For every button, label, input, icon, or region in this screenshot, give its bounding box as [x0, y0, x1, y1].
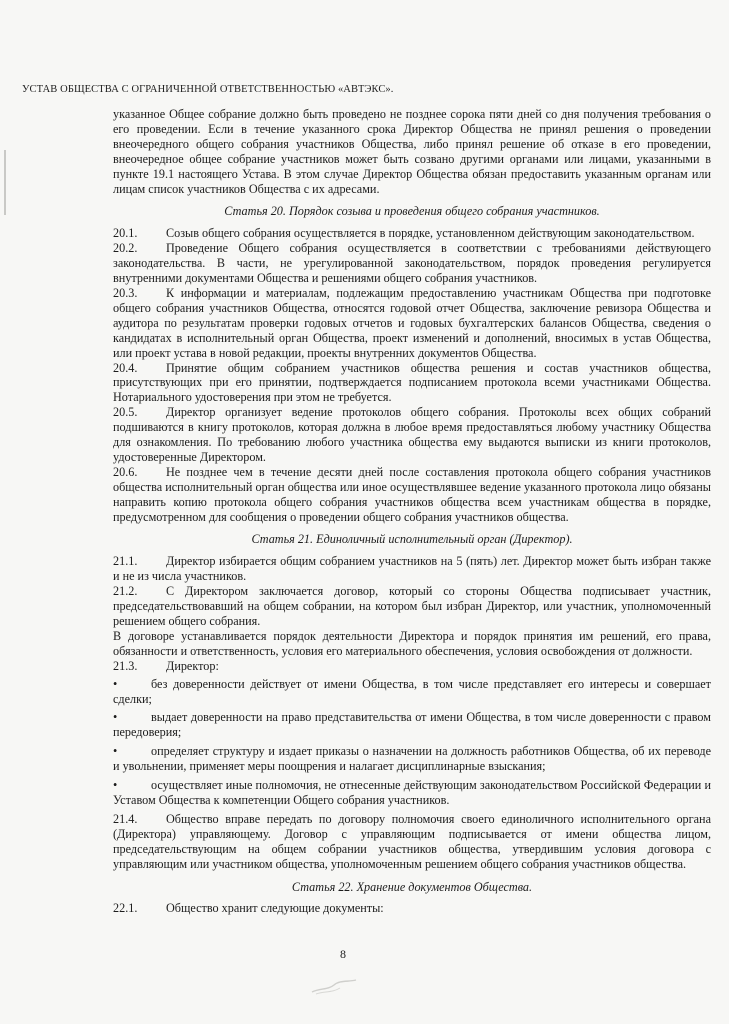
clause-21-1	[113, 554, 711, 584]
clause-20-4	[113, 361, 711, 406]
bullet-text: определяет структуру и издает приказы о назначении на должность работников Общества, об их переводе и увольнении, применяет меры поощрения и налагает дисциплинарные взыскания;	[113, 744, 711, 774]
clause-number: 20.1.	[113, 226, 138, 241]
page-content	[113, 107, 711, 916]
clause-21-3	[113, 659, 711, 674]
bullet-text: выдает доверенности на право представительства от имени Общества, в том числе доверенности с правом передоверия;	[113, 710, 711, 740]
clause-text: Общество хранит следующие документы:	[166, 901, 384, 916]
clause-text: Созыв общего собрания осуществляется в порядке, установленном действующим законодательством.	[166, 226, 695, 241]
clause-22-1	[113, 901, 711, 916]
article-22-title: Статья 22. Хранение документов Общества.	[291, 879, 533, 894]
clause-20-5	[113, 405, 711, 465]
clause-20-2	[113, 241, 711, 286]
clause-text: Проведение Общего собрания осуществляется в соответствии с требованиями действующего законодательства. В части, не урегулированной законодательством, порядок проведения регулируется внутренними документами Общества и решениями общего собрания участников.	[113, 241, 711, 286]
clause-number: 22.1.	[113, 901, 138, 916]
clause-text: Директор избирается общим собранием участников на 5 (пять) лет. Директор может быть избран также и не из числа участников.	[113, 554, 711, 584]
clause-number: 21.2.	[113, 584, 138, 599]
clause-text: Не позднее чем в течение десяти дней после составления протокола общего собрания участников общества исполнительный орган общества или иное осуществлявшее ведение указанного протокола лицо обязаны направить копию протокола общего собрания участников общества всем участникам общества в порядке, предусмотренном для сообщения о проведении общего собрания участников общества.	[113, 464, 711, 524]
clause-number: 21.4.	[113, 811, 138, 826]
clause-text: Директор:	[166, 658, 219, 673]
bullet-text: осуществляет иные полномочия, не отнесенные действующим законодательством Российской Федерации и Уставом Общества к компетенции Общего собрания участников.	[113, 778, 711, 807]
running-header: УСТАВ ОБЩЕСТВА С ОГРАНИЧЕННОЙ ОТВЕТСТВЕННОСТЬЮ «АВТЭКС».	[22, 84, 394, 95]
bullet-text: без доверенности действует от имени Общества, в том числе представляет его интересы и совершает сделки;	[113, 676, 711, 706]
director-power-2	[113, 710, 711, 740]
clause-text: Директор организует ведение протоколов общего собрания. Протоколы всех общих собраний подшиваются в книгу протоколов, которая должна в любое время предоставляться любому участнику Общества для ознакомления. По требованию любого участника общества ему выдаются выписки из книги протоколов, удостоверенные Директором.	[113, 405, 711, 464]
clause-20-3	[113, 286, 711, 361]
director-power-3	[113, 744, 711, 774]
clause-text: Принятие общим собранием участников общества решения и состав участников общества, присутствующих при его принятии, подтверждается подписанием протокола всеми участниками Общества. Нотариального удостоверения при этом не требуется.	[113, 360, 711, 405]
clause-number: 20.3.	[113, 285, 138, 300]
bullet-icon: •	[113, 778, 118, 793]
clause-21-2	[113, 584, 711, 629]
article-21-title: Статья 21. Единоличный исполнительный орган (Директор).	[251, 532, 573, 547]
contract-paragraph: В договоре устанавливается порядок деятельности Директора и порядок принятия им решений, его права, обязанности и ответственность, условия его материального обеспечения, условия освобождения от должности.	[113, 628, 711, 658]
clause-20-1	[113, 226, 711, 241]
clause-number: 21.3.	[113, 658, 138, 673]
director-power-1	[113, 677, 711, 707]
clause-number: 20.6.	[113, 464, 138, 479]
clause-number: 20.5.	[113, 405, 138, 420]
clause-number: 20.2.	[113, 241, 138, 256]
clause-21-4	[113, 812, 711, 872]
page-number: 8	[340, 947, 346, 961]
clause-text: С Директором заключается договор, который со стороны Общества подписывает участник, председательствовавший на общем собрании, на котором был избран Директор, или участник, уполномоченный решением общего собрания.	[113, 584, 711, 628]
director-power-4	[113, 778, 711, 808]
clause-text: Общество вправе передать по договору полномочия своего единоличного исполнительного органа (Директора) управляющему. Договор с управляющим подписывается от имени общества лицом, председательствующим на общем собрании участников общества, утвердившим условия договора с управляющим или участником общества, уполномоченным решением общего собрания участников общества.	[113, 811, 711, 871]
scan-smudge-mark	[310, 978, 358, 996]
intro-paragraph: указанное Общее собрание должно быть проведено не позднее сорока пяти дней со дня получения требования о его проведении. Если в течение указанного срока Директор Общества не принял решения о проведении внеочередного общего собрания участников Общества, либо принял решение об отказе в его проведении, внеочередное общее собрание участников может быть созвано другими органами или лицами, указанными в пункте 19.1 настоящего Устава. В этом случае Директор Общества обязан предоставить указанным органам или лицам список участников Общества с их адресами.	[113, 107, 711, 196]
bullet-icon: •	[113, 676, 118, 691]
clause-20-6	[113, 465, 711, 525]
clause-number: 20.4.	[113, 360, 138, 375]
bullet-icon: •	[113, 710, 118, 725]
article-20-title: Статья 20. Порядок созыва и проведения общего собрания участников.	[224, 204, 600, 219]
clause-text: К информации и материалам, подлежащим предоставлению участникам Общества при подготовке общего собрания участников Общества, относятся годовой отчет Общества, заключение ревизора Общества и аудитора по результатам проверки годовых отчетов и годовых бухгалтерских балансов Общества, сведения о кандидатах в исполнительный орган Общества, проект изменений и дополнений, вносимых в устав Общества, или проект устава в новой редакции, проекты внутренних документов Общества.	[113, 285, 711, 360]
scan-edge-mark	[4, 150, 6, 215]
clause-number: 21.1.	[113, 554, 138, 569]
bullet-icon: •	[113, 744, 118, 759]
